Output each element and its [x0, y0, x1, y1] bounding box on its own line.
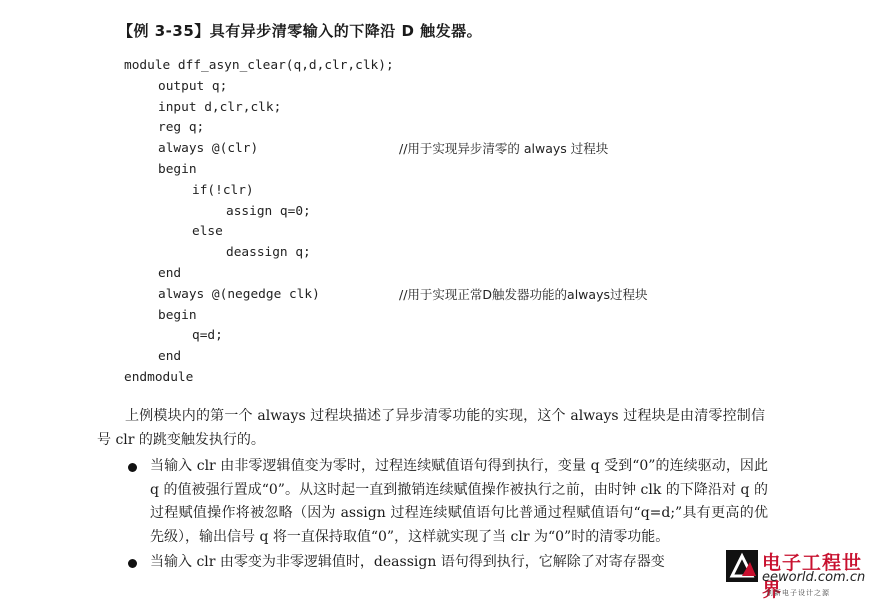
- bullet-dot-icon: [128, 463, 137, 472]
- bullet-list: [128, 455, 768, 577]
- code-text: begin: [158, 307, 197, 323]
- code-text: assign q=0;: [226, 203, 311, 219]
- code-text: if(!clr): [192, 182, 254, 198]
- code-text: deassign q;: [226, 245, 311, 261]
- code-text: module dff_asyn_clear(q,d,clr,clk);: [124, 58, 394, 73]
- code-text: always @(negedge clk): [158, 286, 320, 302]
- code-listing: [124, 56, 648, 389]
- code-text: output q;: [158, 78, 228, 94]
- code-line: [124, 368, 394, 389]
- code-line: [124, 202, 394, 223]
- eeworld-logo-icon: [726, 550, 758, 582]
- code-text: reg q;: [158, 120, 205, 136]
- bullet-dot-icon: [128, 559, 137, 568]
- code-line: [124, 139, 609, 160]
- code-text: input d,clr,clk;: [158, 99, 282, 115]
- code-line: [124, 56, 394, 77]
- code-line: [124, 118, 394, 139]
- code-line: [124, 285, 648, 306]
- code-line: [124, 181, 394, 202]
- bullet-item: [128, 455, 768, 549]
- code-line: [124, 264, 394, 285]
- brand-url: eeworld.com.cn: [762, 570, 866, 585]
- brand-name: 电子工程世界: [762, 552, 863, 601]
- body-paragraph: 上例模块内的第一个 always 过程块描述了异步清零功能的实现，这个 always 过程块是由清零控制信号 clr 的跳变触发执行的。: [97, 408, 765, 448]
- example-title: 【例 3-35】具有异步清零输入的下降沿 D 触发器。: [118, 22, 483, 40]
- code-comment: //用于实现正常D触发器功能的always过程块: [399, 286, 648, 302]
- code-text: endmodule: [124, 369, 194, 385]
- code-text: always @(clr): [158, 141, 259, 157]
- code-comment: //用于实现异步清零的 always 过程块: [399, 141, 609, 157]
- code-text: else: [192, 224, 223, 240]
- brand-slogan: 创新电子设计之源: [766, 589, 830, 597]
- bullet-item: [128, 551, 768, 575]
- code-text: end: [158, 265, 182, 281]
- code-text: end: [158, 349, 182, 365]
- code-line: [124, 347, 394, 368]
- code-line: [124, 98, 394, 119]
- code-line: [124, 160, 394, 181]
- code-line: [124, 222, 394, 243]
- code-line: [124, 243, 394, 264]
- code-text: begin: [158, 161, 197, 177]
- code-line: [124, 306, 394, 327]
- bullet-text: 当输入 clr 由零变为非零逻辑值时，deassign 语句得到执行，它解除了对寄存器变: [150, 554, 665, 570]
- code-line: [124, 326, 394, 347]
- eeworld-watermark-logo: [726, 548, 866, 604]
- code-line: [124, 77, 394, 98]
- bullet-text: 当输入 clr 由非零逻辑值变为零时，过程连续赋值语句得到执行，变量 q 受到“0”的连续驱动，因此 q 的值被强行置成“0”。从这时起一直到撤销连续赋值操作被执行之前，由时钟 clk 的下降沿对 q 的过程赋值操作将被忽略（因为 assign 过程连续赋值语句比普通过程赋值语句“q=d;”具有更高的优先级），输出信号 q 将一直保持取值“0”，这样就实现了当 clr 为“0”时的清零功能。: [150, 458, 768, 545]
- code-text: q=d;: [192, 328, 223, 344]
